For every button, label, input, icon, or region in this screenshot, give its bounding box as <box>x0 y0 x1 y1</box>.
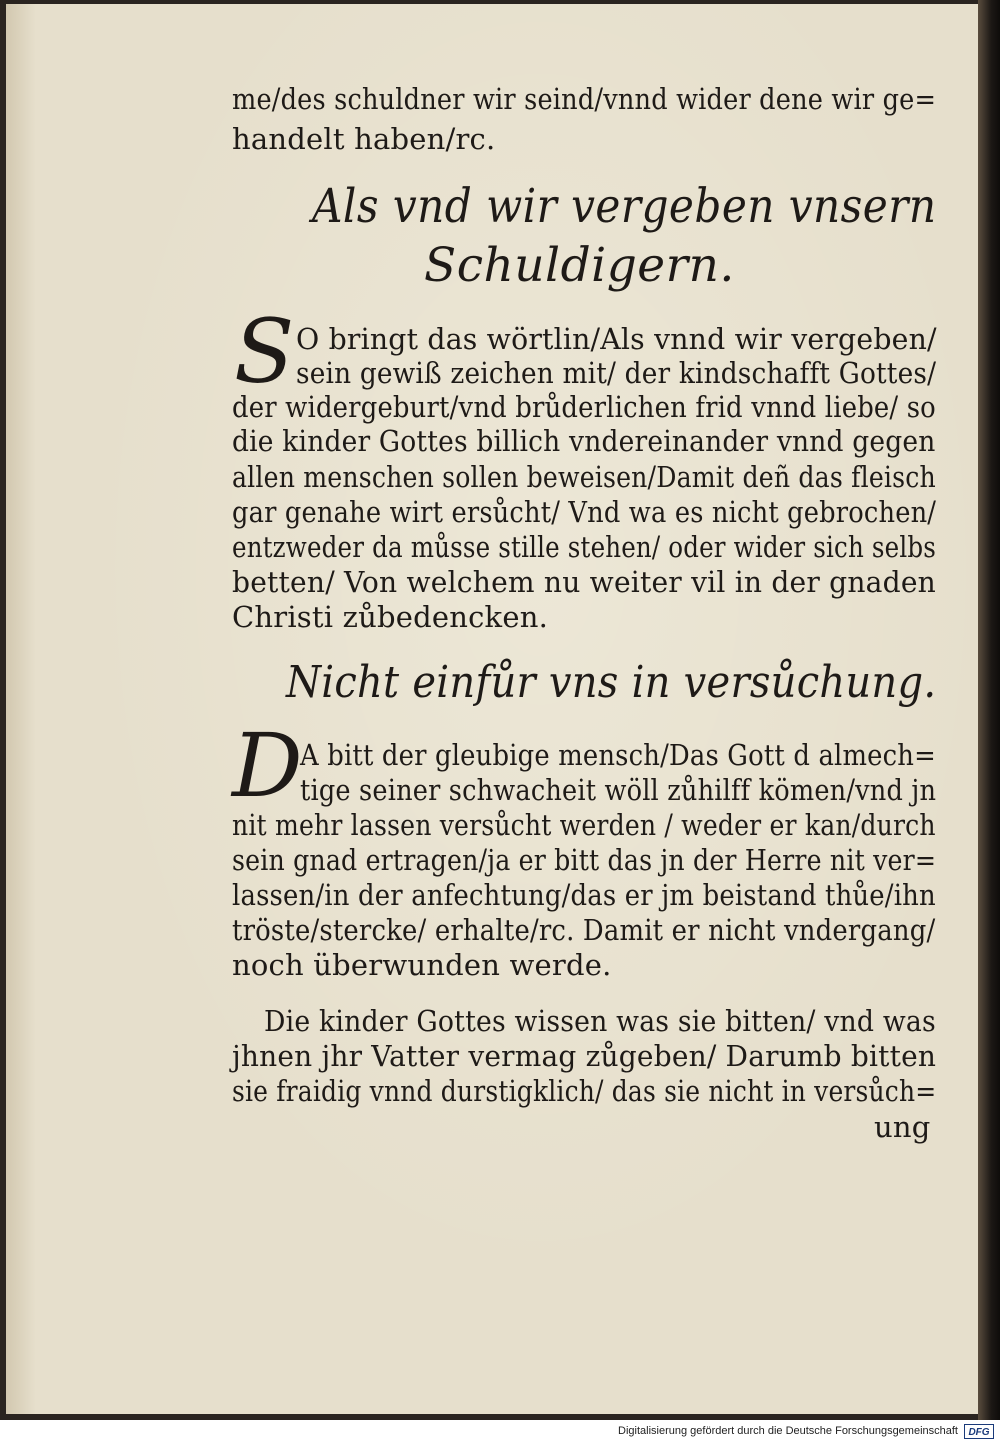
catchword: ung <box>874 1110 931 1144</box>
paragraph-line: sein gnad ertragen/ja er bitt das jn der Herre nit ver= <box>232 843 937 877</box>
paper-page <box>6 4 978 1414</box>
paragraph-line: allen menschen sollen beweisen/Damit deñ das fleisch <box>232 460 936 494</box>
book-binding-edge <box>978 0 1000 1420</box>
paragraph-line: entzweder da můsse stille stehen/ oder wider sich selbs <box>232 530 936 564</box>
paragraph-line: noch überwunden werde. <box>232 948 612 982</box>
dfg-logo-icon: DFG <box>964 1424 994 1439</box>
paragraph-line: sie fraidig vnnd durstigklich/ das sie nicht in versůch= <box>232 1074 937 1108</box>
drop-cap-initial: S <box>234 300 295 403</box>
paragraph-line: der widergeburt/vnd brůderlichen frid vnnd liebe/ so <box>232 390 936 424</box>
paragraph-line: Christi zůbedencken. <box>232 600 548 634</box>
paragraph-line: O bringt das wörtlin/Als vnnd wir vergeben/ <box>296 322 937 356</box>
paragraph-line: jhnen jhr Vatter vermag zůgeben/ Darumb bitten <box>232 1039 937 1073</box>
text-line-top-1: me/des schuldner wir seind/vnnd wider dene wir ge= <box>232 82 937 116</box>
section-heading-line-2: Schuldigern. <box>424 238 735 293</box>
section-heading-2: Nicht einfůr vns in versůchung. <box>286 657 937 708</box>
section-heading-line-1: Als vnd wir vergeben vnsern <box>312 179 937 234</box>
text-line-top-2: handelt haben/rc. <box>232 122 496 156</box>
paragraph-line: A bitt der gleubige mensch/Das Gott d almech= <box>300 738 936 772</box>
paragraph-line: betten/ Von welchem nu weiter vil in der gnaden <box>232 565 936 599</box>
paragraph-line: sein gewiß zeichen mit/ der kindschafft Gottes/ <box>296 356 937 390</box>
footer-bar <box>0 1420 1000 1444</box>
drop-cap-initial: D <box>232 714 303 817</box>
paragraph-line: die kinder Gottes billich vndereinander vnnd gegen <box>232 424 936 458</box>
paragraph-line: gar genahe wirt ersůcht/ Vnd wa es nicht gebrochen/ <box>232 495 937 529</box>
paragraph-line: tröste/stercke/ erhalte/rc. Damit er nicht vndergang/ <box>232 913 936 947</box>
paragraph-line: Die kinder Gottes wissen was sie bitten/ vnd was <box>264 1004 936 1038</box>
paragraph-line: lassen/in der anfechtung/das er jm beistand thůe/ihn <box>232 878 936 912</box>
paragraph-line: tige seiner schwacheit wöll zůhilff kömen/vnd jn <box>300 773 937 807</box>
paragraph-line: nit mehr lassen versůcht werden / weder er kan/durch <box>232 808 936 842</box>
funding-credit: Digitalisierung gefördert durch die Deutsche Forschungsgemeinschaft <box>618 1425 958 1437</box>
